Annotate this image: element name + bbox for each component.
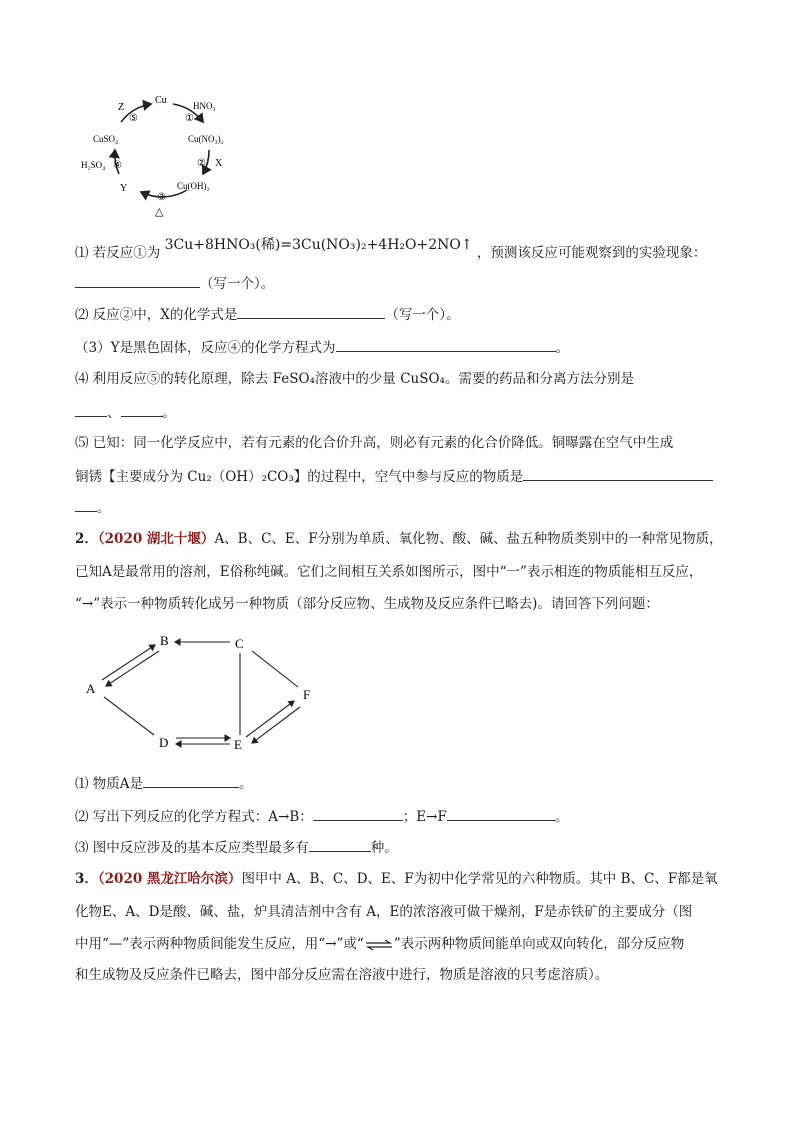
q1-part3-answer-blank[interactable]	[336, 337, 556, 352]
q1-part1-equation: 3Cu+8HNO₃(稀)=3Cu(NO₃)₂+4H₂O+2NO↑	[164, 237, 473, 253]
q1-part1-prefix: ⑴ 若反应①为	[75, 245, 161, 261]
q2-sub3-text: ⑶ 图中反应涉及的基本反应类型最多有	[75, 840, 309, 856]
q1-part5-text-line2: 铜锈【主要成分为 Cu₂（OH）₂CO₃】的过程中，空气中参与反应的物质是	[75, 469, 524, 485]
q2-sub1-end: 。	[239, 776, 253, 792]
q1-part2	[75, 304, 460, 324]
q2-sub2-text: ⑵ 写出下列反应的化学方程式：A→B：	[75, 809, 313, 825]
q2-sub1	[75, 773, 253, 793]
node-e: E	[234, 737, 242, 752]
q3-source: （2020 黑龙江哈尔滨）	[97, 871, 242, 887]
heat-symbol: △	[155, 206, 164, 218]
q1-part5-end: 。	[97, 500, 111, 516]
step-5: ⑤	[129, 113, 138, 124]
node-cuno3: Cu(NO₃)₂	[188, 134, 224, 144]
q2-sub3	[75, 837, 398, 857]
node-c: C	[235, 636, 244, 651]
reagent-h2so4: H₂SO₄	[81, 160, 106, 170]
q3-text-line2: 化物E、A、D是酸、碱、盐，炉具清洁剂中含有 A，E的浓溶液可做干燥剂，F是赤铁矿的主要成分（图	[75, 904, 693, 920]
q2-sub1-text: ⑴ 物质A是	[75, 776, 144, 792]
q2-line1	[75, 530, 723, 548]
reagent-x: X	[215, 158, 223, 169]
q2-sub3-end: 种。	[370, 840, 398, 856]
q1-part4-end: 。	[162, 405, 176, 421]
step-2: ②	[197, 158, 206, 169]
q1-part4-separator: 、	[107, 405, 121, 421]
q1-part2-hint: （写一个）。	[385, 307, 460, 323]
q1-part4-line2	[75, 402, 176, 422]
q1-part3	[75, 337, 569, 357]
reagent-z: Z	[118, 102, 125, 113]
q3-line1	[75, 870, 718, 888]
step-4: ④	[113, 160, 122, 171]
q3-text-line4: 和生成物及反应条件已略去，图中部分反应需在溶液中进行，物质是溶液的只考虑溶质）。	[75, 967, 609, 983]
step-3: ③	[157, 192, 166, 203]
q3-number: 3．	[75, 871, 98, 887]
q1-part5-line2	[75, 466, 713, 486]
q2-text-line3: “→”表示一种物质转化成另一种物质（部分反应物、生成物及反应条件已略去)。请回答下列问题：	[75, 596, 659, 612]
q2-sub2-e-f-blank[interactable]	[447, 806, 555, 821]
q1-part1-hint: （写一个）。	[200, 276, 275, 292]
node-d: D	[159, 735, 169, 750]
q1-part3-text: （3）Y是黑色固体，反应④的化学方程式为	[75, 340, 336, 356]
edge-a-to-b	[102, 645, 155, 680]
edge-b-to-a	[106, 651, 159, 686]
q1-part4-line1	[75, 370, 634, 388]
q1-part2-text: ⑵ 反应②中，X的化学式是	[75, 307, 238, 323]
q2-line3	[75, 595, 659, 613]
step-1: ①	[185, 113, 194, 124]
q2-sub2-a-b-blank[interactable]	[313, 806, 403, 821]
q1-part4-text: ⑷ 利用反应⑤的转化原理，除去 FeSO₄溶液中的少量 CuSO₄。需要的药品和分离方法分别是	[75, 371, 634, 387]
node-cuoh: Cu(OH)₂	[177, 181, 210, 191]
q2-sub1-answer-blank[interactable]	[143, 773, 239, 788]
node-a: A	[86, 681, 96, 696]
q1-part4-method-blank[interactable]	[121, 402, 163, 417]
q2-sub2-end: 。	[554, 809, 569, 825]
edge-e-to-f	[246, 701, 294, 737]
q1-part5-line1	[75, 434, 673, 452]
q2-sub2	[75, 806, 568, 826]
q2-sub2-separator: ；E→F	[402, 809, 447, 825]
q1-part4-reagent-blank[interactable]	[75, 402, 107, 417]
double-arrow-icon	[364, 939, 394, 951]
q2-text-line2: 已知A是最常用的溶剂，E俗称纯碱。它们之间相互关系如图所示，图中“一”表示相连的物质能相互反应，	[75, 564, 703, 580]
edge-c-f	[252, 651, 298, 687]
node-b: B	[160, 633, 169, 648]
q1-part2-answer-blank[interactable]	[237, 304, 385, 319]
q2-text-line1: A、B、C、E、F分别为单质、氧化物、酸、碱、盐五种物质类别中的一种常见物质，	[214, 531, 723, 547]
q2-number: 2．	[75, 531, 98, 547]
copper-cycle-diagram	[75, 88, 250, 223]
q3-text-line1: 图甲中 A、B、C、D、E、F为初中化学常见的六种物质。其中 B、C、F都是氧	[241, 871, 718, 887]
q1-part1-answer-blank[interactable]	[75, 273, 200, 288]
q3-text-line3-end: ”表示两种物质间能单向或双向转化，部分反应物	[393, 936, 685, 952]
q2-sub3-answer-blank[interactable]	[309, 837, 371, 852]
q1-part3-end: 。	[555, 340, 570, 356]
q2-relation-diagram	[80, 625, 330, 760]
q2-source: （2020 湖北十堰）	[97, 531, 215, 547]
reagent-y: Y	[120, 183, 128, 194]
q3-line2	[75, 903, 692, 921]
reagent-hno3: HNO₃	[193, 101, 216, 111]
node-cuso4: CuSO₄	[93, 134, 119, 144]
node-f: F	[303, 687, 311, 702]
q1-part5-answer-blank-cont[interactable]	[75, 497, 97, 512]
q1-part1-line2	[75, 273, 274, 293]
q2-line2	[75, 563, 702, 581]
edge-f-to-e	[252, 707, 300, 743]
q1-part5-answer-blank[interactable]	[523, 466, 713, 481]
q3-text-line3-start: 中用“—”表示两种物质间能发生反应，用“→”或“	[75, 936, 364, 952]
q3-line3	[75, 935, 684, 953]
q1-part1-line1	[75, 237, 707, 262]
q1-part1-suffix: ，预测该反应可能观察到的实验现象：	[476, 245, 707, 261]
q1-part5-line3	[75, 497, 111, 517]
q3-line4	[75, 966, 608, 984]
q1-part5-text: ⑸ 已知：同一化学反应中，若有元素的化合价升高，则必有元素的化合价降低。铜曝露在空气中生成	[75, 435, 674, 451]
node-cu: Cu	[155, 95, 167, 106]
edge-a-d	[104, 697, 154, 735]
